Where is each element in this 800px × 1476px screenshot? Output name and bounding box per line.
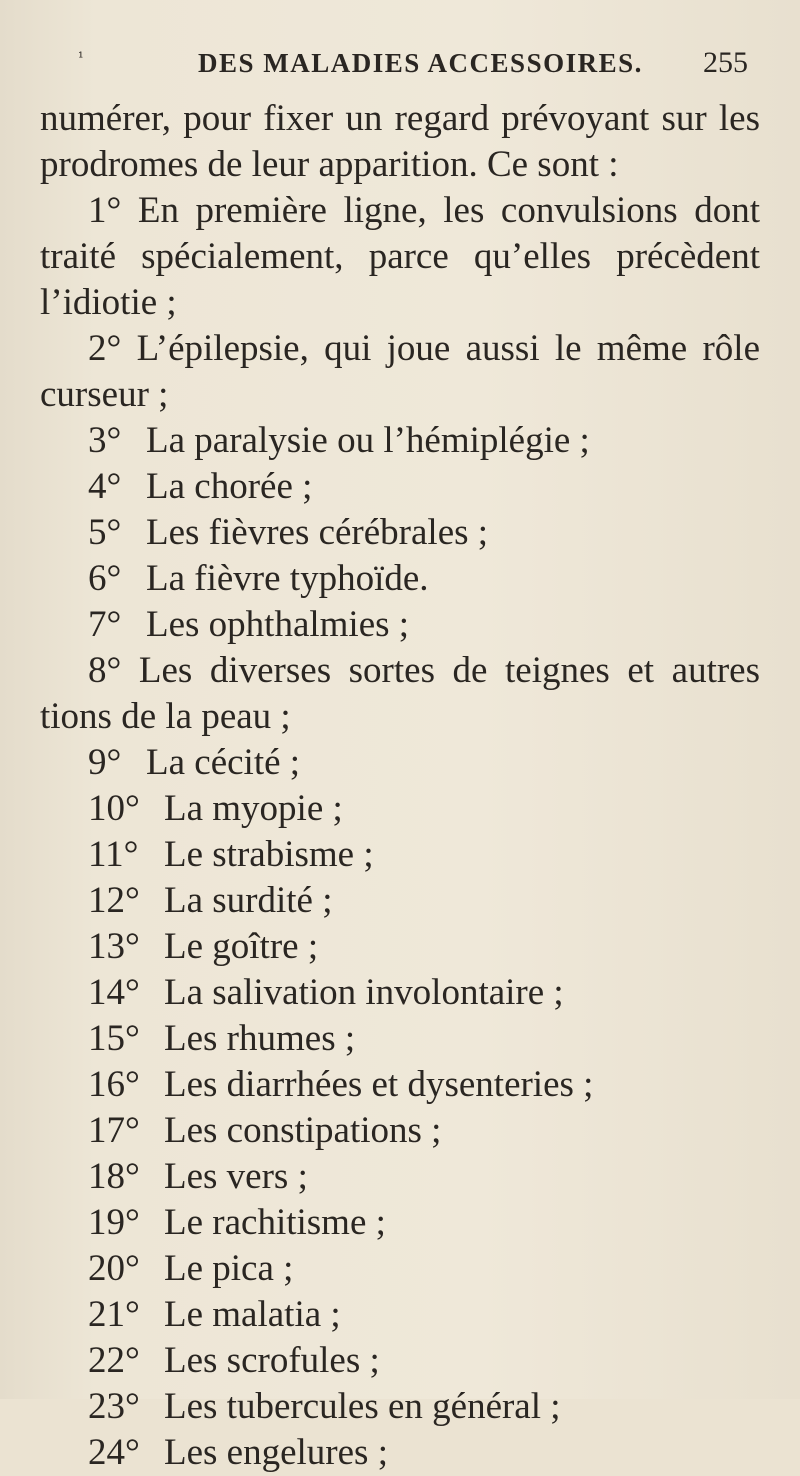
item-text: Les ophthalmies ;: [146, 604, 410, 645]
list-item: [40, 1108, 760, 1154]
item-text: Le strabisme ;: [164, 834, 374, 875]
list-item: [40, 1338, 760, 1384]
item-text: Les vers ;: [164, 1156, 308, 1197]
item-number: 12°: [88, 880, 140, 921]
item-number: 17°: [88, 1110, 140, 1151]
text-line: l’idiotie ;: [40, 282, 177, 323]
item-text: Les engelures ;: [164, 1432, 388, 1473]
item-text: La cécité ;: [146, 742, 301, 783]
item-number: 5°: [88, 512, 122, 553]
list-item: [40, 1062, 760, 1108]
item-text: La fièvre typhoïde.: [146, 558, 429, 599]
item-number: 2°: [88, 328, 122, 369]
item-number: 6°: [88, 558, 122, 599]
text-line: prodromes de leur apparition. Ce sont :: [40, 144, 619, 185]
text-line: tions de la peau ;: [40, 696, 291, 737]
item-number: 16°: [88, 1064, 140, 1105]
text-line: curseur ;: [40, 374, 169, 415]
item-number: 11°: [88, 834, 139, 875]
list-item: [40, 1200, 760, 1246]
running-title: DES MALADIES ACCESSOIRES.: [198, 48, 643, 78]
item-number: 1°: [88, 190, 122, 231]
item-text: Les diverses sortes de teignes et autres: [138, 650, 760, 691]
item-number: 22°: [88, 1340, 140, 1381]
list-item: [40, 924, 760, 970]
page-body: [40, 96, 760, 1476]
list-item: [40, 326, 760, 372]
item-text: La paralysie ou l’hémiplégie ;: [146, 420, 590, 461]
list-item: [40, 418, 760, 464]
item-text: La salivation involontaire ;: [164, 972, 564, 1013]
item-text: Le goître ;: [164, 926, 319, 967]
item-text: Le malatia ;: [164, 1294, 341, 1335]
margin-mark: ¹: [78, 50, 84, 66]
text-line: traité spécialement, parce qu’elles précèdent: [40, 236, 760, 277]
list-item: [40, 602, 760, 648]
item-number: 13°: [88, 926, 140, 967]
text-line: numérer, pour fixer un regard prévoyant sur les: [40, 98, 760, 139]
item-text: Le rachitisme ;: [164, 1202, 386, 1243]
list-item: [40, 1292, 760, 1338]
list-item: [40, 510, 760, 556]
item-number: 20°: [88, 1248, 140, 1289]
list-item: [40, 1016, 760, 1062]
list-item: [40, 970, 760, 1016]
item-number: 21°: [88, 1294, 140, 1335]
list-item: [40, 1154, 760, 1200]
list-item: [40, 1246, 760, 1292]
item-text: Les fièvres cérébrales ;: [146, 512, 489, 553]
item-number: 18°: [88, 1156, 140, 1197]
item-number: 9°: [88, 742, 122, 783]
item-number: 7°: [88, 604, 122, 645]
item-number: 23°: [88, 1386, 140, 1427]
item-number: 8°: [88, 650, 122, 691]
item-text: Les diarrhées et dysenteries ;: [164, 1064, 594, 1105]
running-header: [0, 46, 800, 96]
item-text: Les constipations ;: [164, 1110, 442, 1151]
list-item: [40, 464, 760, 510]
item-text: La myopie ;: [164, 788, 343, 829]
item-number: 10°: [88, 788, 140, 829]
list-item: [40, 1384, 760, 1430]
item-text: En première ligne, les convulsions dont: [137, 190, 760, 231]
item-text: La surdité ;: [164, 880, 333, 921]
list-item: [40, 832, 760, 878]
item-text: Les scrofules ;: [164, 1340, 380, 1381]
list-item: [40, 648, 760, 694]
page-number: 255: [703, 46, 748, 79]
item-number: 24°: [88, 1432, 140, 1473]
item-number: 14°: [88, 972, 140, 1013]
item-number: 4°: [88, 466, 122, 507]
list-item: [40, 878, 760, 924]
list-item: [40, 556, 760, 602]
item-number: 19°: [88, 1202, 140, 1243]
item-text: L’épilepsie, qui joue aussi le même rôle: [136, 328, 760, 369]
item-text: La chorée ;: [146, 466, 313, 507]
item-number: 3°: [88, 420, 122, 461]
list-item: [40, 740, 760, 786]
item-text: Le pica ;: [164, 1248, 294, 1289]
list-item: [40, 188, 760, 234]
item-number: 15°: [88, 1018, 140, 1059]
item-text: Les tubercules en général ;: [164, 1386, 561, 1427]
list-item: [40, 1430, 760, 1476]
list-item: [40, 786, 760, 832]
item-text: Les rhumes ;: [164, 1018, 356, 1059]
